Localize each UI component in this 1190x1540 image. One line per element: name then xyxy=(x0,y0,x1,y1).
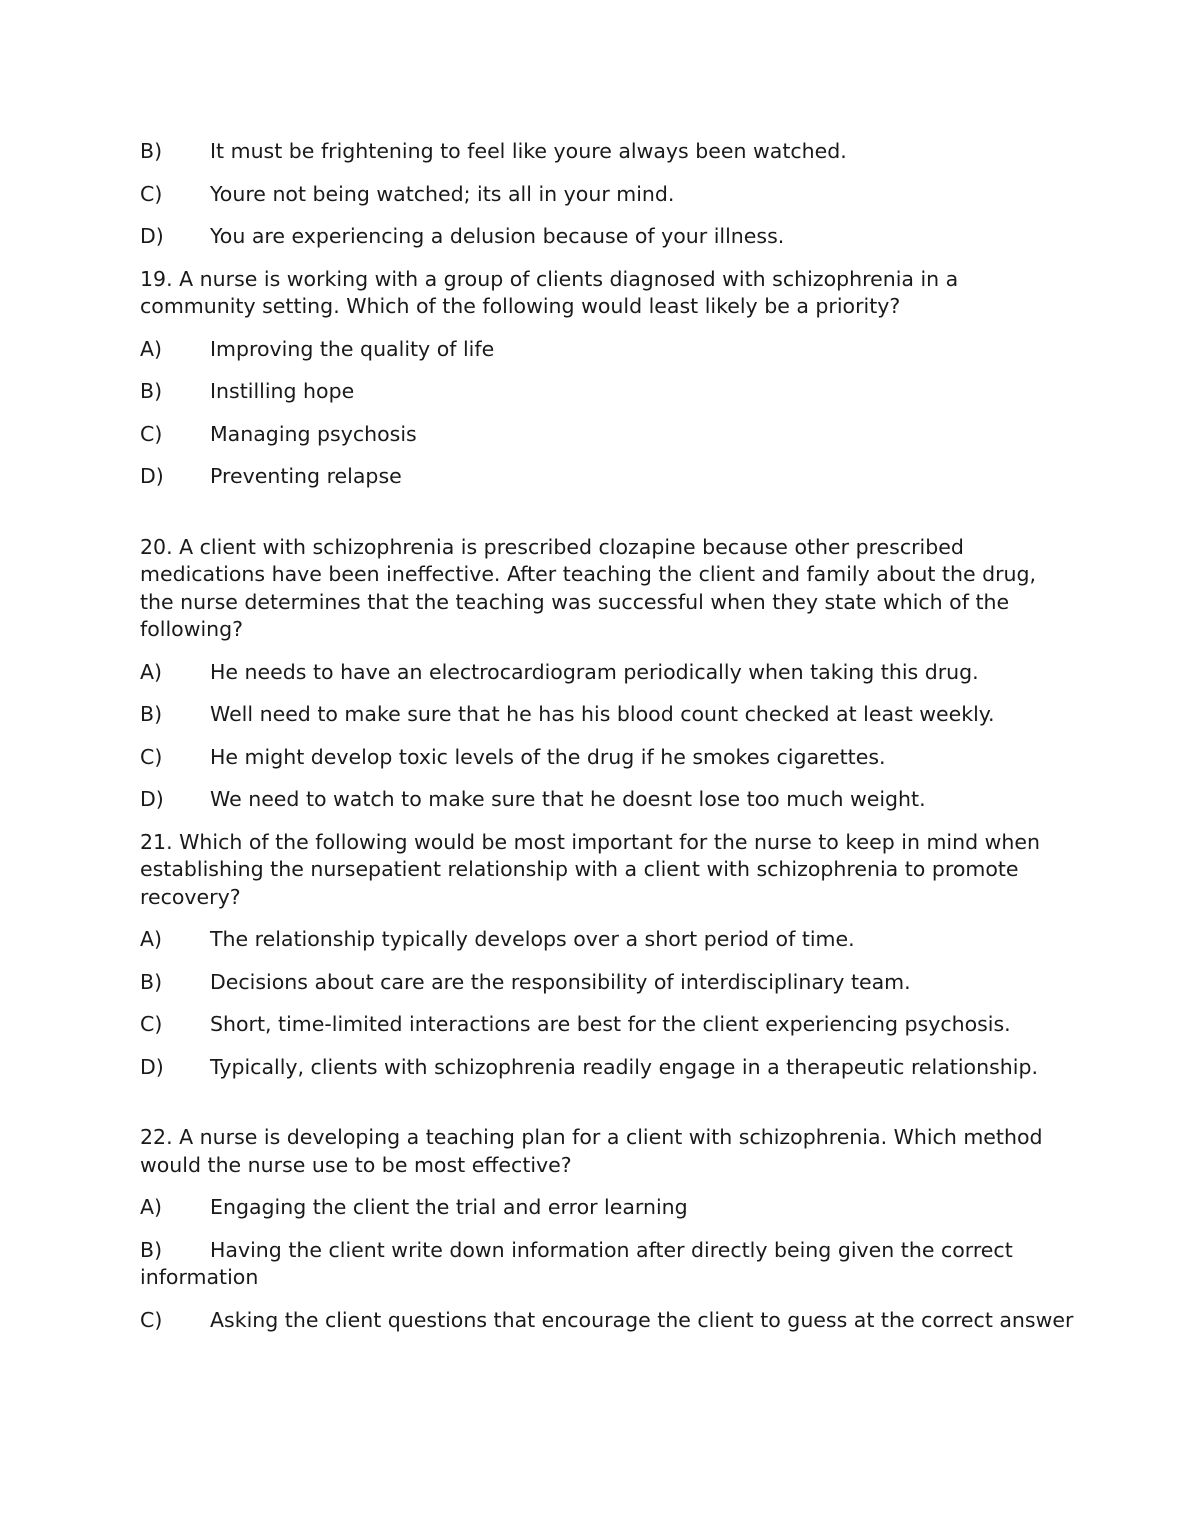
question-20 xyxy=(140,534,1045,814)
document-page xyxy=(140,138,1074,1349)
option-a xyxy=(140,926,1045,954)
option-text: Decisions about care are the responsibility of interdisciplinary team. xyxy=(210,969,911,994)
option-b xyxy=(140,138,1045,166)
option-letter: C) xyxy=(140,181,163,206)
option-b xyxy=(140,969,1045,997)
option-b xyxy=(140,378,1045,406)
option-a xyxy=(140,1194,1045,1222)
option-c xyxy=(140,744,1045,772)
question-18-options xyxy=(140,138,1045,251)
option-letter: A) xyxy=(140,659,163,684)
question-stem: 21. Which of the following would be most important for the nurse to keep in mind when establishing the nursepatient relationship with a client with schizophrenia to promote recovery? xyxy=(140,829,1041,909)
option-letter: B) xyxy=(140,379,163,403)
option-letter: D) xyxy=(140,464,164,488)
question-stem: 20. A client with schizophrenia is prescribed clozapine because other prescribed medications have been ineffective. After teaching the client and family about the drug, the nurse determines that the teaching was successful when they state which of the following? xyxy=(140,534,1037,641)
option-letter: B) xyxy=(140,702,163,726)
option-text: We need to watch to make sure that he doesnt lose too much weight. xyxy=(210,787,926,811)
question-stem: 22. A nurse is developing a teaching plan for a client with schizophrenia. Which method would the nurse use to be most effective? xyxy=(140,1125,1043,1177)
option-text: He needs to have an electrocardiogram periodically when taking this drug. xyxy=(210,659,979,684)
option-text: Asking the client questions that encourage the client to guess at the correct answer xyxy=(210,1307,1074,1332)
option-text: Short, time-limited interactions are best for the client experiencing psychosis. xyxy=(210,1012,1011,1036)
option-letter: D) xyxy=(140,787,164,811)
option-a xyxy=(140,659,1045,687)
option-text: Youre not being watched; its all in your mind. xyxy=(210,181,675,206)
option-text: It must be frightening to feel like youre always been watched. xyxy=(210,139,847,163)
option-letter: C) xyxy=(140,421,163,446)
option-text: Typically, clients with schizophrenia readily engage in a therapeutic relationship. xyxy=(210,1054,1038,1079)
option-letter: A) xyxy=(140,927,163,951)
option-c xyxy=(140,181,1045,209)
option-text: The relationship typically develops over a short period of time. xyxy=(210,927,855,951)
option-letter: B) xyxy=(140,1237,163,1262)
option-letter: A) xyxy=(140,336,163,361)
option-letter: C) xyxy=(140,1307,163,1332)
question-21 xyxy=(140,829,1045,1082)
option-b xyxy=(140,1237,1045,1292)
option-letter: B) xyxy=(140,969,163,994)
option-letter: A) xyxy=(140,1195,163,1219)
option-d xyxy=(140,786,1045,814)
option-letter: D) xyxy=(140,224,164,248)
option-c xyxy=(140,1307,1074,1335)
option-d xyxy=(140,463,1045,491)
option-text: Preventing relapse xyxy=(210,464,402,488)
option-c xyxy=(140,421,1045,449)
option-text: He might develop toxic levels of the drug if he smokes cigarettes. xyxy=(210,744,886,769)
option-text: Managing psychosis xyxy=(210,421,417,446)
option-letter: D) xyxy=(140,1054,164,1079)
question-22 xyxy=(140,1124,1074,1334)
option-text: Well need to make sure that he has his blood count checked at least weekly. xyxy=(210,702,995,726)
option-d xyxy=(140,1054,1045,1082)
option-text: Instilling hope xyxy=(210,379,355,403)
option-letter: B) xyxy=(140,139,163,163)
option-c xyxy=(140,1011,1045,1039)
question-stem: 19. A nurse is working with a group of clients diagnosed with schizophrenia in a community setting. Which of the following would least likely be a priority? xyxy=(140,266,959,318)
option-text: You are experiencing a delusion because of your illness. xyxy=(210,224,785,248)
option-d xyxy=(140,223,1045,251)
question-19 xyxy=(140,266,1045,491)
option-a xyxy=(140,336,1045,364)
option-letter: C) xyxy=(140,744,163,769)
option-b xyxy=(140,701,1045,729)
option-text: Improving the quality of life xyxy=(210,336,495,361)
option-text: Engaging the client the trial and error learning xyxy=(210,1195,688,1219)
option-text: Having the client write down information after directly being given the correct information xyxy=(140,1237,1013,1289)
option-letter: C) xyxy=(140,1012,163,1036)
